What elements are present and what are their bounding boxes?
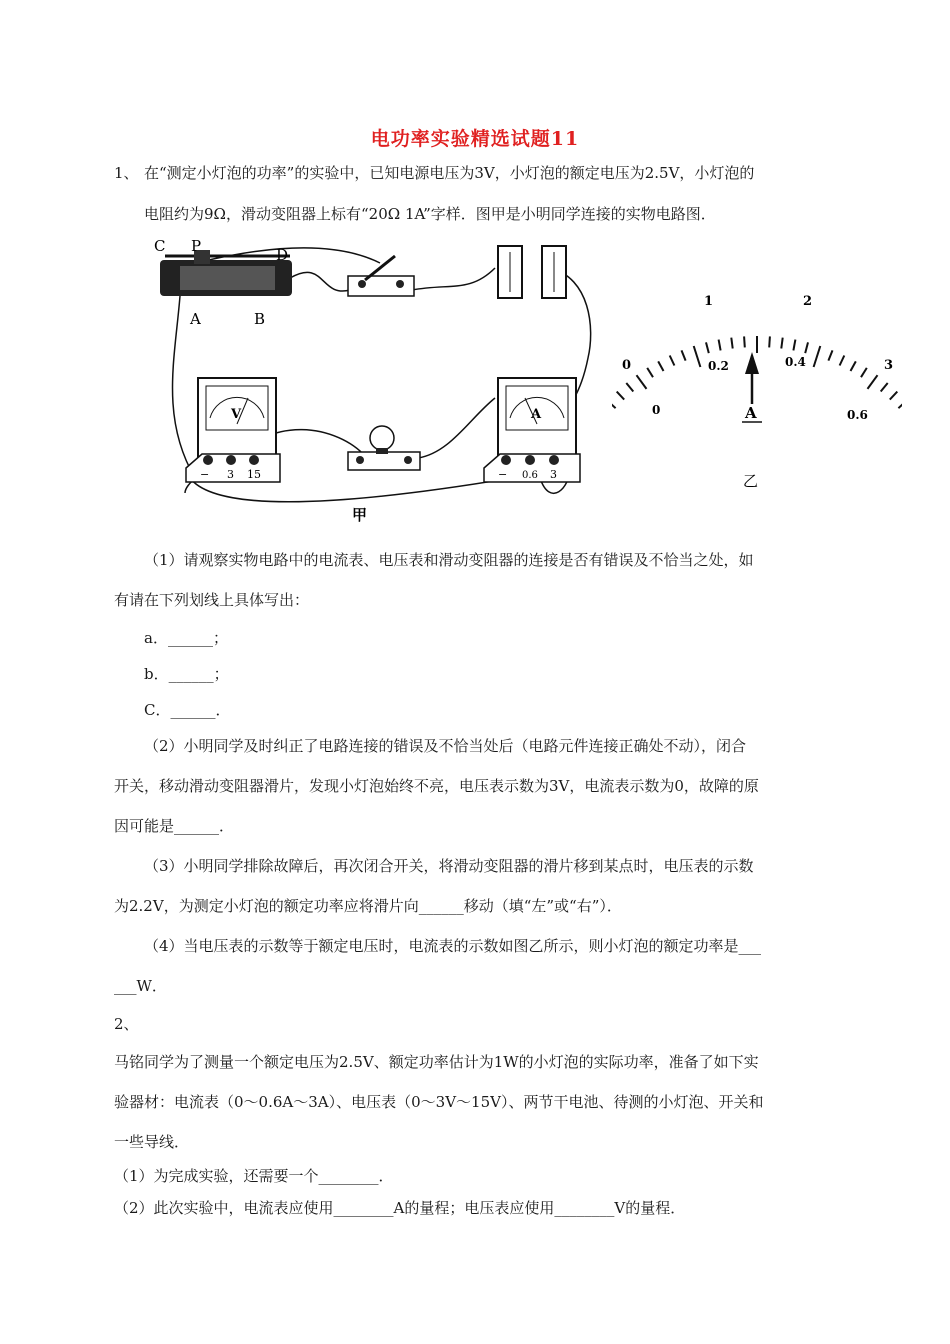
q1-part1-line-1: （1）请观察实物电路中的电流表、电压表和滑动变阻器的连接是否有错误及不恰当之处，如 [144, 551, 754, 569]
outer-scale-1: 1 [704, 294, 714, 309]
scale-tick [626, 383, 633, 392]
q2-number: 2、 [114, 1015, 139, 1033]
label-b: B [254, 310, 266, 328]
scale-tick [828, 350, 832, 360]
scale-tick [805, 342, 808, 353]
rheostat [160, 250, 292, 296]
outer-scale-0: 0 [622, 358, 632, 373]
ammeter-symbol: A [531, 407, 542, 422]
scale-tick [647, 368, 653, 377]
q1-answer-b: b．______； [144, 665, 229, 683]
scale-tick [881, 383, 888, 392]
q2-line-2: 验器材：电流表（0～0.6A～3A）、电压表（0～3V～15V）、两节干电池、待测的小灯泡、开关和 [114, 1093, 764, 1111]
q1-part3-line-2: 为2.2V，为测定小灯泡的额定功率应将滑片向______移动（填“左”或“右”）． [114, 897, 622, 915]
label-p: P [191, 238, 202, 255]
ammeter-terminal-neg: − [498, 468, 508, 481]
scale-tick [840, 356, 845, 366]
scale-tick [744, 336, 745, 347]
q1-part4-line-2: ___W． [114, 977, 167, 995]
q1-part2-line-3: 因可能是______． [114, 817, 235, 835]
scale-tick [851, 361, 856, 371]
scale-tick [658, 361, 663, 371]
scale-tick [637, 375, 647, 389]
inner-scale-0-2: 0.2 [708, 359, 729, 373]
voltmeter [186, 378, 280, 482]
ammeter [484, 378, 580, 482]
q2-line-3: 一些导线． [114, 1133, 190, 1151]
voltmeter-terminal-neg: − [200, 468, 210, 481]
circuit-figure-jia [150, 238, 600, 530]
q1-part1-line-2: 有请在下列划线上具体写出： [114, 591, 310, 609]
q2-sub-1: （1）为完成实验，还需要一个________． [114, 1167, 394, 1185]
label-c: C [154, 238, 166, 255]
figure-caption-jia: 甲 [352, 506, 368, 524]
scale-tick [769, 336, 770, 347]
q1-answer-a: a．______； [144, 629, 228, 647]
label-a: A [190, 310, 201, 328]
q1-stem-line-1: 在“测定小灯泡的功率”的实验中，已知电源电压为3V，小灯泡的额定电压为2.5V，小灯泡的 [144, 164, 755, 182]
scale-tick [793, 340, 795, 351]
inner-scale-0: 0 [652, 403, 661, 417]
q1-part3-line-1: （3）小明同学排除故障后，再次闭合开关，将滑动变阻器的滑片移到某点时，电压表的示数 [144, 857, 754, 875]
battery-pair [498, 246, 566, 298]
pointer-arrow-icon [745, 352, 759, 374]
inner-scale-0-4: 0.4 [785, 355, 806, 369]
scale-tick [731, 338, 732, 349]
inner-scale-0-6: 0.6 [847, 408, 868, 422]
q1-part4-line-1: （4）当电压表的示数等于额定电压时，电流表的示数如图乙所示，则小灯泡的额定功率是___ [144, 937, 762, 955]
ammeter-terminal-3: 3 [550, 468, 557, 481]
q2-sub-2: （2）此次实验中，电流表应使用________A的量程；电压表应使用________V的量程． [114, 1199, 686, 1217]
scale-tick [719, 340, 721, 351]
q1-stem-line-2: 电阻约为9Ω，滑动变阻器上标有“20Ω 1A”字样．图甲是小明同学连接的实物电路图． [144, 205, 716, 223]
q1-number: 1、 [114, 164, 139, 182]
scale-tick [781, 338, 782, 349]
q2-line-1: 马铭同学为了测量一个额定电压为2.5V、额定功率估计为1W的小灯泡的实际功率，准备了如下实 [114, 1053, 759, 1071]
q1-answer-c: C．______． [144, 701, 231, 719]
scale-tick [890, 392, 898, 400]
q1-part2-line-1: （2）小明同学及时纠正了电路连接的错误及不恰当处后（电路元件连接正确处不动），闭合 [144, 737, 747, 755]
figure-caption-yi: 乙 [743, 472, 759, 490]
outer-scale-3: 3 [884, 358, 894, 373]
lamp [348, 426, 420, 470]
page-title: 电功率实验精选试题11 [370, 128, 580, 150]
ammeter-scale-figure-yi [612, 286, 902, 496]
q1-part2-line-2: 开关，移动滑动变阻器滑片，发现小灯泡始终不亮，电压表示数为3V，电流表示数为0，故障的原 [114, 777, 759, 795]
scale-tick [617, 392, 625, 400]
voltmeter-symbol: V [231, 407, 242, 422]
scale-tick [868, 375, 878, 389]
scale-tick [898, 401, 902, 409]
scale-tick [612, 401, 616, 409]
scale-tick [861, 368, 867, 377]
voltmeter-terminal-15: 15 [247, 468, 261, 481]
scale-tick [814, 346, 821, 367]
scale-tick [670, 356, 675, 366]
switch [348, 256, 414, 296]
scale-tick [694, 346, 701, 367]
scale-tick [682, 350, 686, 360]
unit-symbol-a: A [745, 404, 757, 422]
voltmeter-terminal-3: 3 [227, 468, 234, 481]
label-d: D [276, 246, 289, 264]
ammeter-terminal-0-6: 0.6 [522, 470, 538, 481]
outer-scale-2: 2 [803, 294, 813, 309]
scale-tick [706, 342, 709, 353]
